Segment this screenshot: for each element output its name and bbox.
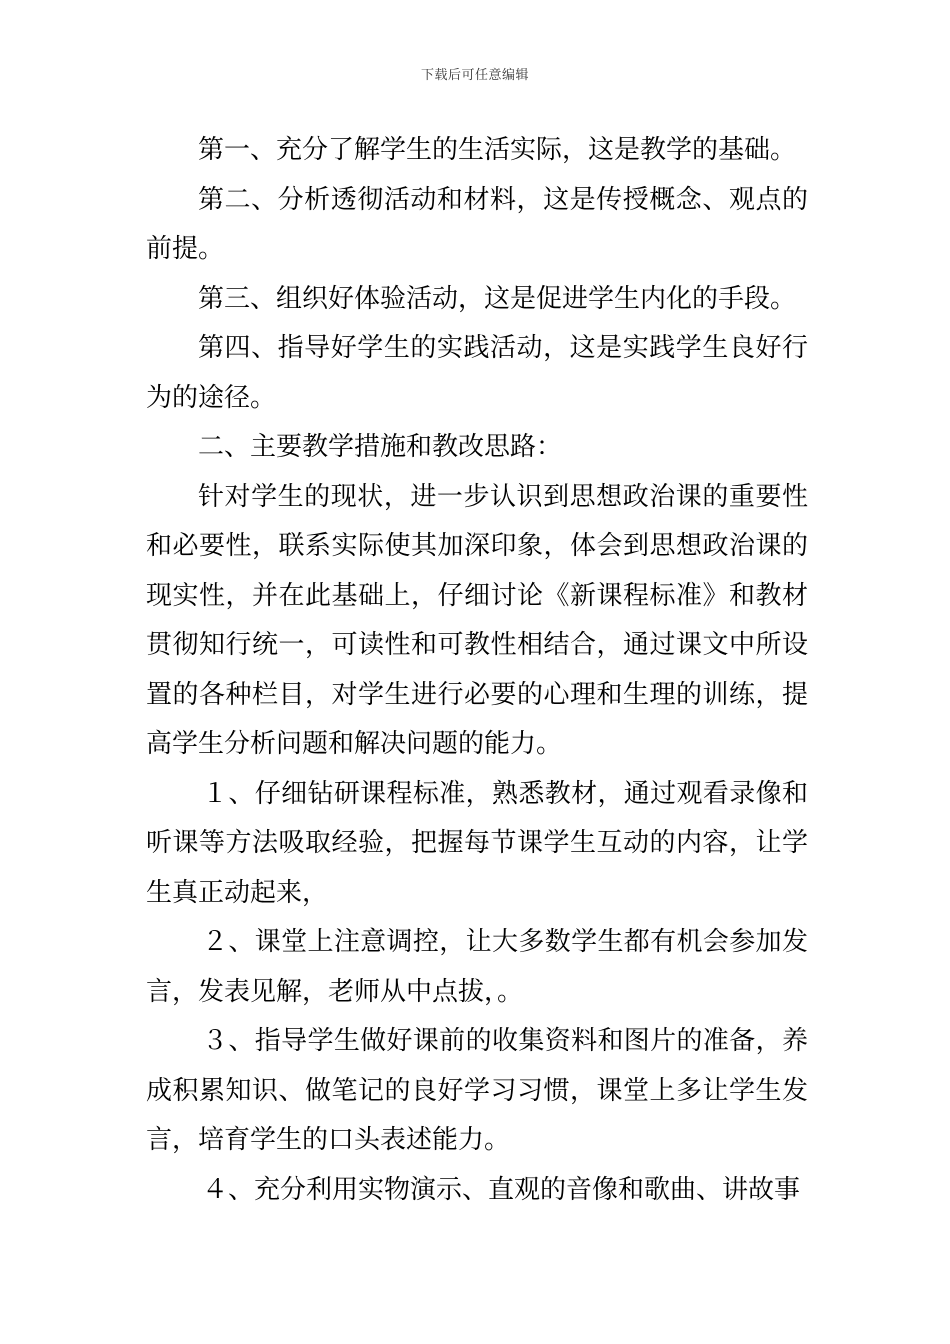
page-header: 下载后可任意编辑 xyxy=(420,68,529,83)
paragraph-1: 第一、充分了解学生的生活实际，这是教学的基础。 xyxy=(198,135,797,165)
paragraph-3: 第三、组织好体验活动，这是促进学生内化的手段。 xyxy=(198,283,797,314)
list-item-3: ３、指导学生做好课前的收集资料和图片的准备，养成积累知识、做笔记的良好学习习惯，课堂上多让学生发言，培育学生的口头表述能力。 xyxy=(146,1026,808,1155)
paragraph-4: 第四、指导好学生的实践活动，这是实践学生良好行为的途径。 xyxy=(146,333,808,413)
paragraph-2: 第二、分析透彻活动和材料，这是传授概念、观点的前提。 xyxy=(146,184,808,264)
list-item-4: ４、充分利用实物演示、直观的音像和歌曲、讲故事 xyxy=(202,1174,801,1205)
document-body xyxy=(146,126,808,1215)
list-item-2: ２、课堂上注意调控，让大多数学生都有机会参加发言，发表见解，老师从中点拔，。 xyxy=(146,927,808,1007)
paragraph-6: 针对学生的现状，进一步认识到思想政治课的重要性和必要性，联系实际使其加深印象，体会到思想政治课的现实性，并在此基础上，仔细讨论《新课程标准》和教材贯彻知行统一，可读性和可教性相结合，通过课文中所设置的各种栏目，对学生进行必要的心理和生理的训练，提高学生分析问题和解决问题的能力。 xyxy=(146,481,808,759)
section-heading: 二、主要教学措施和教改思路： xyxy=(198,432,563,462)
list-item-1: １、仔细钻研课程标准，熟悉教材，通过观看录像和听课等方法吸取经验，把握每节课学生互动的内容，让学生真正动起来， xyxy=(146,778,808,908)
